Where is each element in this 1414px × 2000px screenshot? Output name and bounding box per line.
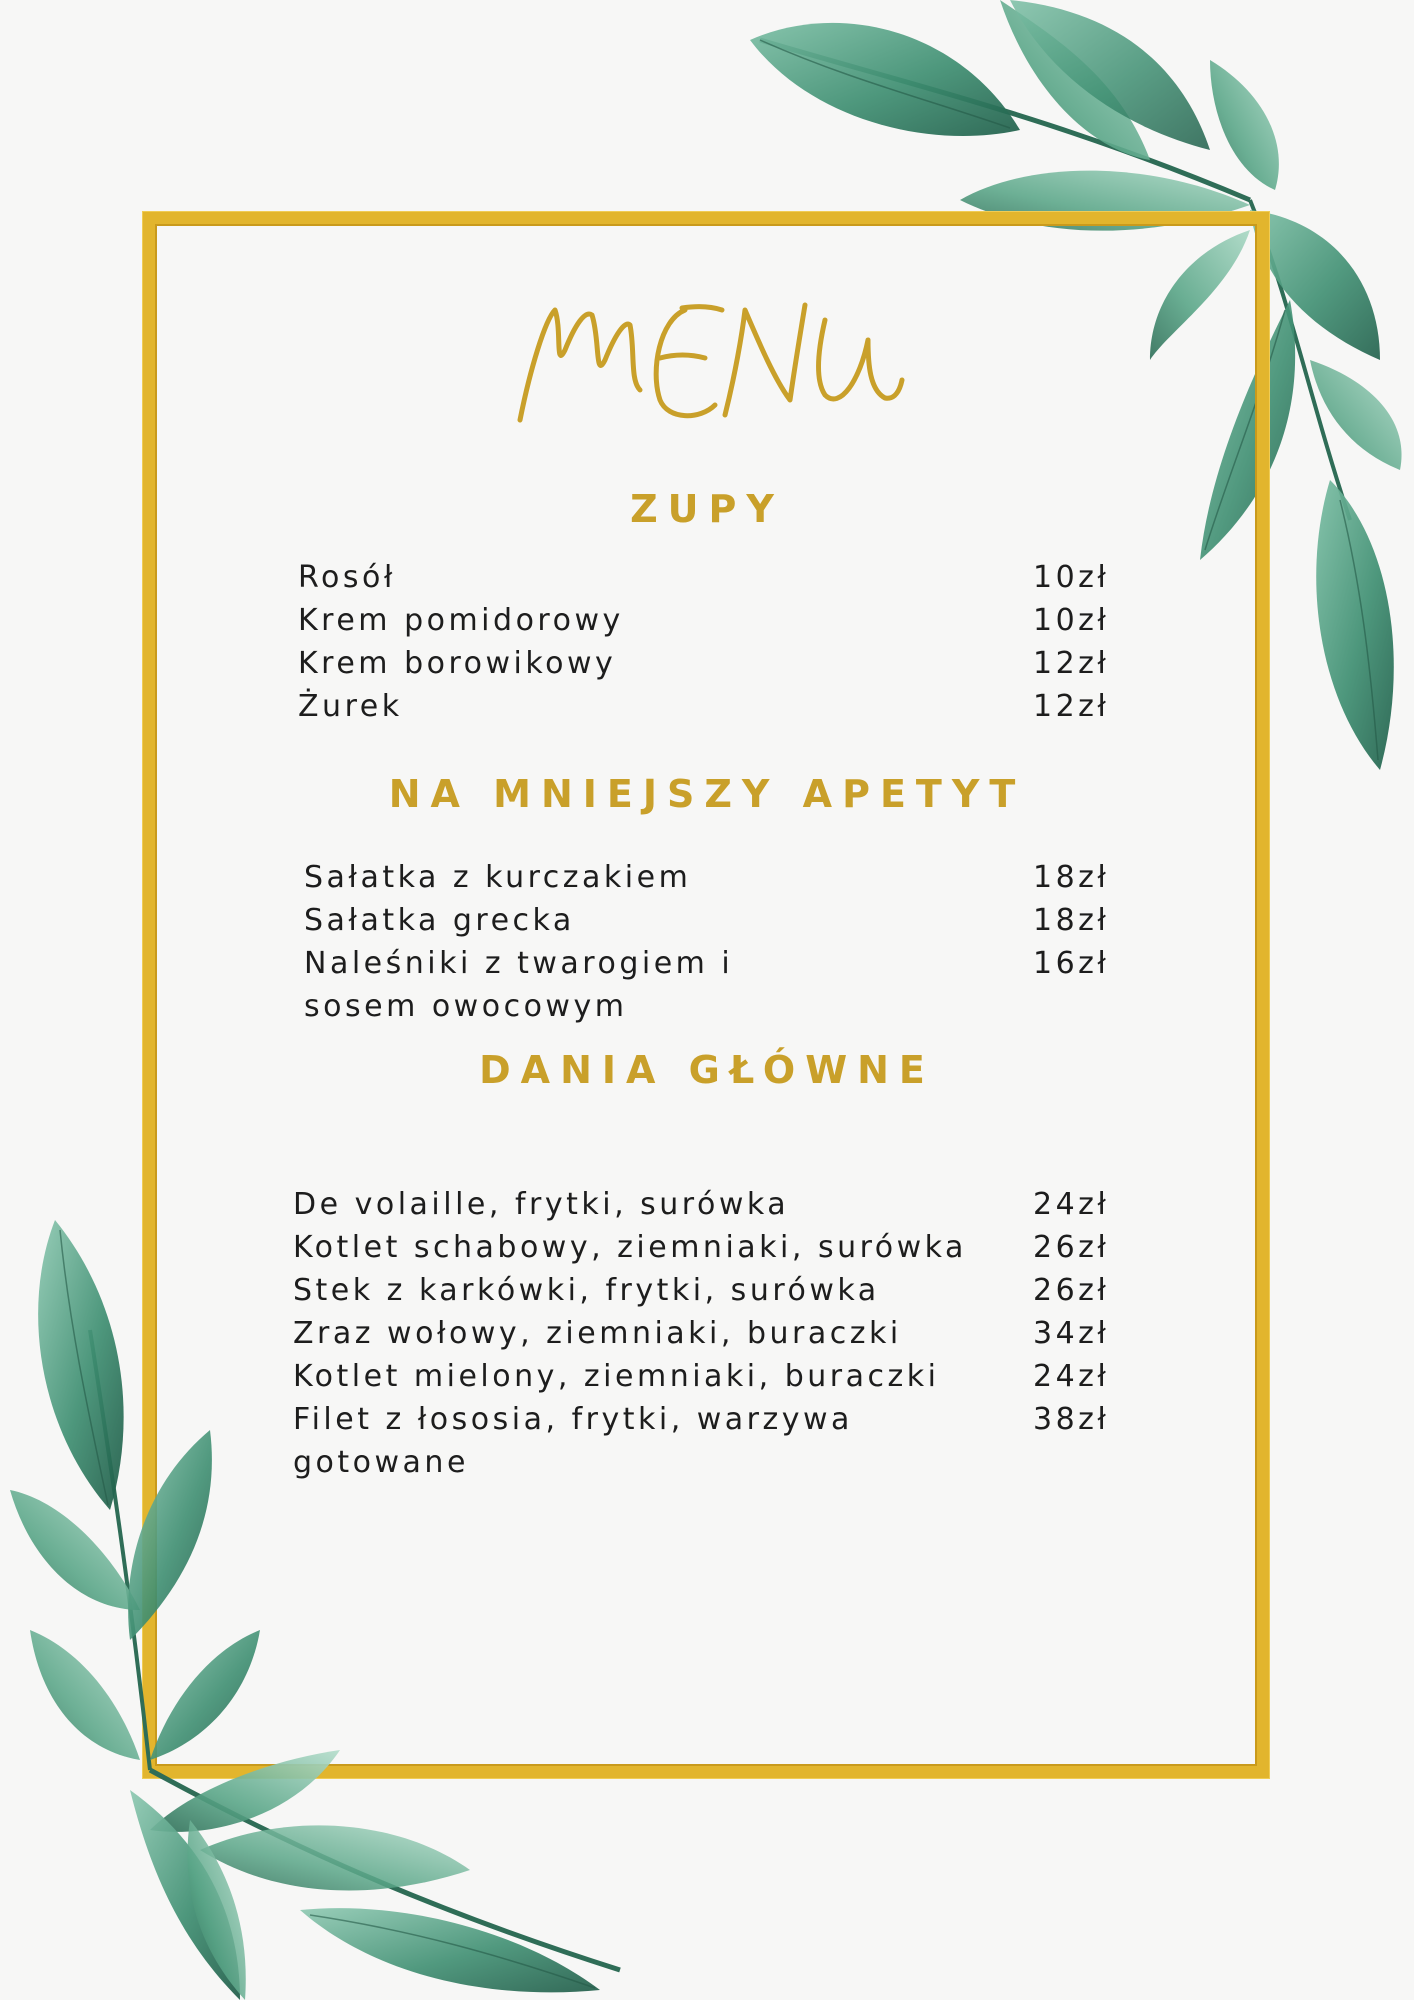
list-item (293, 1269, 1123, 1312)
section-title-zupy: ZUPY (630, 487, 784, 531)
item-price: 26zł (1033, 1230, 1110, 1265)
item-name: Krem borowikowy (298, 646, 617, 681)
item-price: 26zł (1033, 1273, 1110, 1308)
section-list-dania-glowne (293, 1183, 1123, 1484)
item-price: 16zł (1033, 946, 1110, 981)
item-name: Filet z łososia, frytki, warzywa gotowane (293, 1402, 853, 1480)
list-item (293, 1398, 1123, 1484)
list-item (304, 899, 1124, 942)
menu-title (500, 280, 920, 440)
item-price: 10zł (1033, 560, 1110, 595)
list-item (293, 1355, 1123, 1398)
item-name: Stek z karkówki, frytki, surówka (293, 1273, 880, 1308)
menu-title-script (500, 280, 920, 440)
item-name: De volaille, frytki, surówka (293, 1187, 790, 1222)
item-name: Sałatka z kurczakiem (304, 860, 692, 895)
item-price: 38zł (1033, 1402, 1110, 1437)
list-item (304, 856, 1124, 899)
item-price: 10zł (1033, 603, 1110, 638)
list-item (293, 1226, 1123, 1269)
item-name: Kotlet mielony, ziemniaki, buraczki (293, 1359, 940, 1394)
item-price: 34zł (1033, 1316, 1110, 1351)
list-item (293, 1312, 1123, 1355)
item-name: Krem pomidorowy (298, 603, 624, 638)
section-title-na-mniejszy-apetyt: NA MNIEJSZY APETYT (388, 772, 1026, 816)
item-price: 12zł (1033, 689, 1110, 724)
section-list-na-mniejszy-apetyt (304, 856, 1124, 1028)
item-name: Zraz wołowy, ziemniaki, buraczki (293, 1316, 902, 1351)
section-list-zupy (298, 556, 1118, 728)
section-title-dania-glowne: DANIA GŁÓWNE (479, 1048, 935, 1092)
list-item (298, 599, 1118, 642)
item-price: 24zł (1033, 1187, 1110, 1222)
item-name: Żurek (298, 689, 403, 724)
item-name: Rosół (298, 560, 396, 595)
item-name: Kotlet schabowy, ziemniaki, surówka (293, 1230, 967, 1265)
item-price: 12zł (1033, 646, 1110, 681)
list-item (298, 556, 1118, 599)
list-item (298, 642, 1118, 685)
item-name: Sałatka grecka (304, 903, 575, 938)
item-price: 18zł (1033, 860, 1110, 895)
item-name: Naleśniki z twarogiem i sosem owocowym (304, 946, 734, 1024)
list-item (304, 942, 1124, 1028)
list-item (298, 685, 1118, 728)
item-price: 18zł (1033, 903, 1110, 938)
list-item (293, 1183, 1123, 1226)
item-price: 24zł (1033, 1359, 1110, 1394)
